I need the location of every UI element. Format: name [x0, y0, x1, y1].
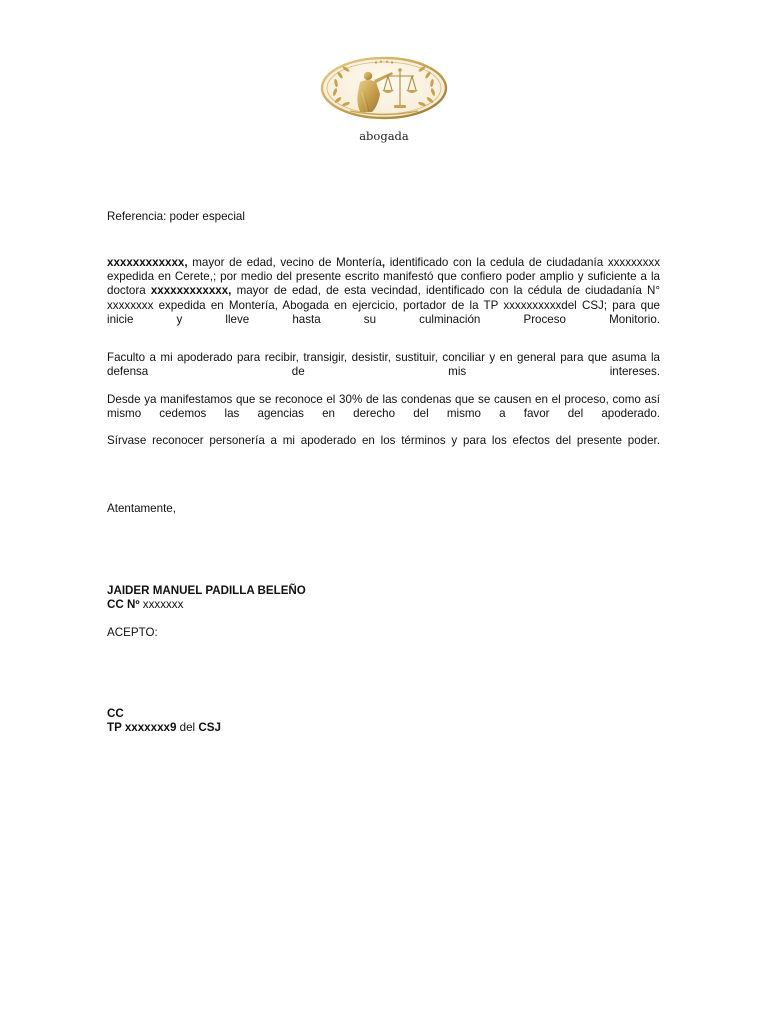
paragraph-recognition: Sírvase reconocer personería a mi apoderado en los términos y para los efectos del presente poder.: [107, 434, 660, 447]
paragraph-fees: Desde ya manifestamos que se reconoce el 30% de las condenas que se causen en el proceso, como así mismo cedemos las agencias en derecho del mismo a favor del apoderado.: [107, 393, 660, 421]
justice-logo-icon: [320, 56, 448, 120]
signer-block: [107, 584, 660, 612]
grantor-name: xxxxxxxxxxxx,: [107, 256, 188, 269]
attorney-signature-block: [107, 707, 660, 735]
attorney-name: xxxxxxxxxxxx,: [150, 284, 232, 298]
signer-name: JAIDER MANUEL PADILLA BELEÑO: [107, 584, 306, 597]
signer-id: CC Nº xxxxxxx: [107, 598, 184, 612]
reference-line: Referencia: poder especial: [107, 210, 245, 223]
paragraph-faculties: Faculto a mi apoderado para recibir, transigir, desistir, sustituir, conciliar y en general para que asuma la defensa de mis intereses.: [107, 351, 660, 379]
logo-caption: abogada: [359, 129, 409, 143]
closing-salutation: Atentamente,: [107, 502, 176, 515]
paragraph-grant-of-power: xxxxxxxxxxxx, mayor de edad, vecino de Montería, identificado con la cedula de ciudadanía xxxxxxxxx expedida en Cerete,; por medio del presente escrito manifestó que confiero poder amplio y suficiente a la doctora xxxxxxxxxxxx, mayor de edad, de esta vecindad, identificado con la cédula de ciudadanía N° xxxxxxxx expedida en Montería, Abogada en ejercicio, portador de la TP xxxxxxxxxxdel CSJ; para que inicie y lleve hasta su culminación Proceso Monitorio.: [107, 256, 660, 326]
attorney-tp-line: TP xxxxxxx9 del CSJ: [107, 721, 221, 735]
accept-label: ACEPTO:: [107, 626, 158, 639]
attorney-cc-label: CC: [107, 707, 124, 720]
